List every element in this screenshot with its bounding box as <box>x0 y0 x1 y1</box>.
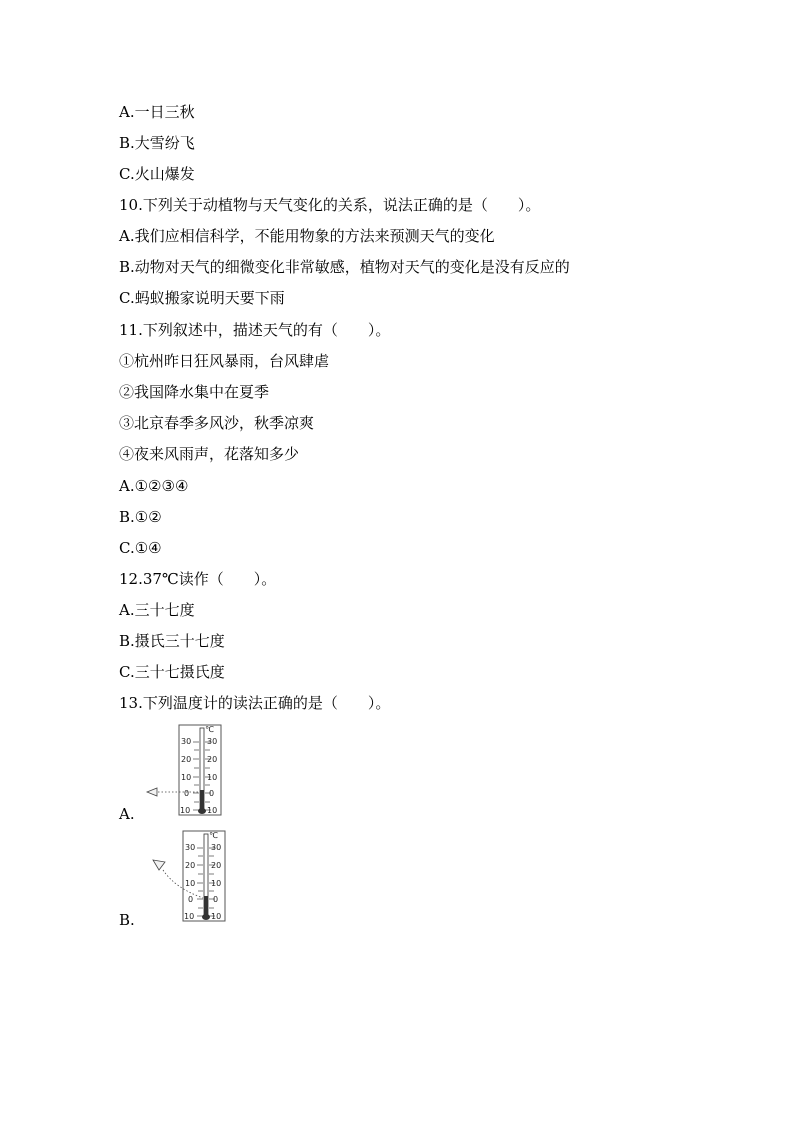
scale-left-20: 20 <box>185 861 196 870</box>
q13-option-b-label[interactable]: B. <box>119 911 135 929</box>
scale-left-10: 10 <box>181 773 192 782</box>
q9-option-a[interactable]: A.一日三秋 <box>119 103 195 121</box>
scale-left-minus-10: 10 <box>184 912 195 921</box>
scale-left-10: 10 <box>185 879 196 888</box>
scale-right-30: 30 <box>211 843 222 852</box>
scale-right-30: 30 <box>207 737 218 746</box>
scale-right-10: 10 <box>207 773 218 782</box>
scale-left-minus-10: 10 <box>180 806 191 815</box>
thermometer-bulb <box>198 808 206 814</box>
eye-icon <box>147 788 157 796</box>
scale-left-20: 20 <box>181 755 192 764</box>
thermometer-unit: ℃ <box>209 831 218 840</box>
scale-left-0: 0 <box>184 789 190 798</box>
scale-right-minus-10: 10 <box>207 806 218 815</box>
q10-option-a[interactable]: A.我们应相信科学，不能用物象的方法来预测天气的变化 <box>119 227 495 245</box>
scale-right-10: 10 <box>211 879 222 888</box>
scale-left-0: 0 <box>188 895 194 904</box>
q12-stem: 12.37℃读作（ ）。 <box>119 570 277 588</box>
scale-right-0: 0 <box>209 789 215 798</box>
scale-right-0: 0 <box>213 895 219 904</box>
q11-statement-2: ②我国降水集中在夏季 <box>119 383 270 401</box>
q11-statement-4: ④夜来风雨声，花落知多少 <box>119 445 300 463</box>
q10-stem: 10.下列关于动植物与天气变化的关系，说法正确的是（ ）。 <box>119 196 541 214</box>
thermometer-bulb <box>202 914 210 920</box>
q10-option-b[interactable]: B.动物对天气的细微变化非常敏感，植物对天气的变化是没有反应的 <box>119 258 570 276</box>
q12-option-a[interactable]: A.三十七度 <box>119 601 195 619</box>
q12-option-c[interactable]: C.三十七摄氏度 <box>119 663 225 681</box>
thermometer-figure-b[interactable] <box>143 828 258 924</box>
q13-option-a-label[interactable]: A. <box>119 805 135 823</box>
q11-option-c[interactable]: C.①④ <box>119 539 162 557</box>
scale-left-30: 30 <box>181 737 192 746</box>
scale-left-30: 30 <box>185 843 196 852</box>
q13-stem: 13.下列温度计的读法正确的是（ ）。 <box>119 694 391 712</box>
q12-option-b[interactable]: B.摄氏三十七度 <box>119 632 225 650</box>
q11-option-b[interactable]: B.①② <box>119 508 162 526</box>
thermometer-figure-a[interactable] <box>143 722 253 818</box>
q11-statement-3: ③北京春季多风沙，秋季凉爽 <box>119 414 315 432</box>
thermometer-unit: ℃ <box>205 725 214 734</box>
q11-statement-1: ①杭州昨日狂风暴雨，台风肆虐 <box>119 352 330 370</box>
scale-right-20: 20 <box>207 755 218 764</box>
q9-option-c[interactable]: C.火山爆发 <box>119 165 195 183</box>
scale-right-minus-10: 10 <box>211 912 222 921</box>
q11-option-a[interactable]: A.①②③④ <box>119 477 189 495</box>
q10-option-c[interactable]: C.蚂蚁搬家说明天要下雨 <box>119 289 285 307</box>
eye-icon <box>153 860 165 870</box>
scale-right-20: 20 <box>211 861 222 870</box>
q9-option-b[interactable]: B.大雪纷飞 <box>119 134 195 152</box>
q11-stem: 11.下列叙述中，描述天气的有（ ）。 <box>119 321 391 339</box>
